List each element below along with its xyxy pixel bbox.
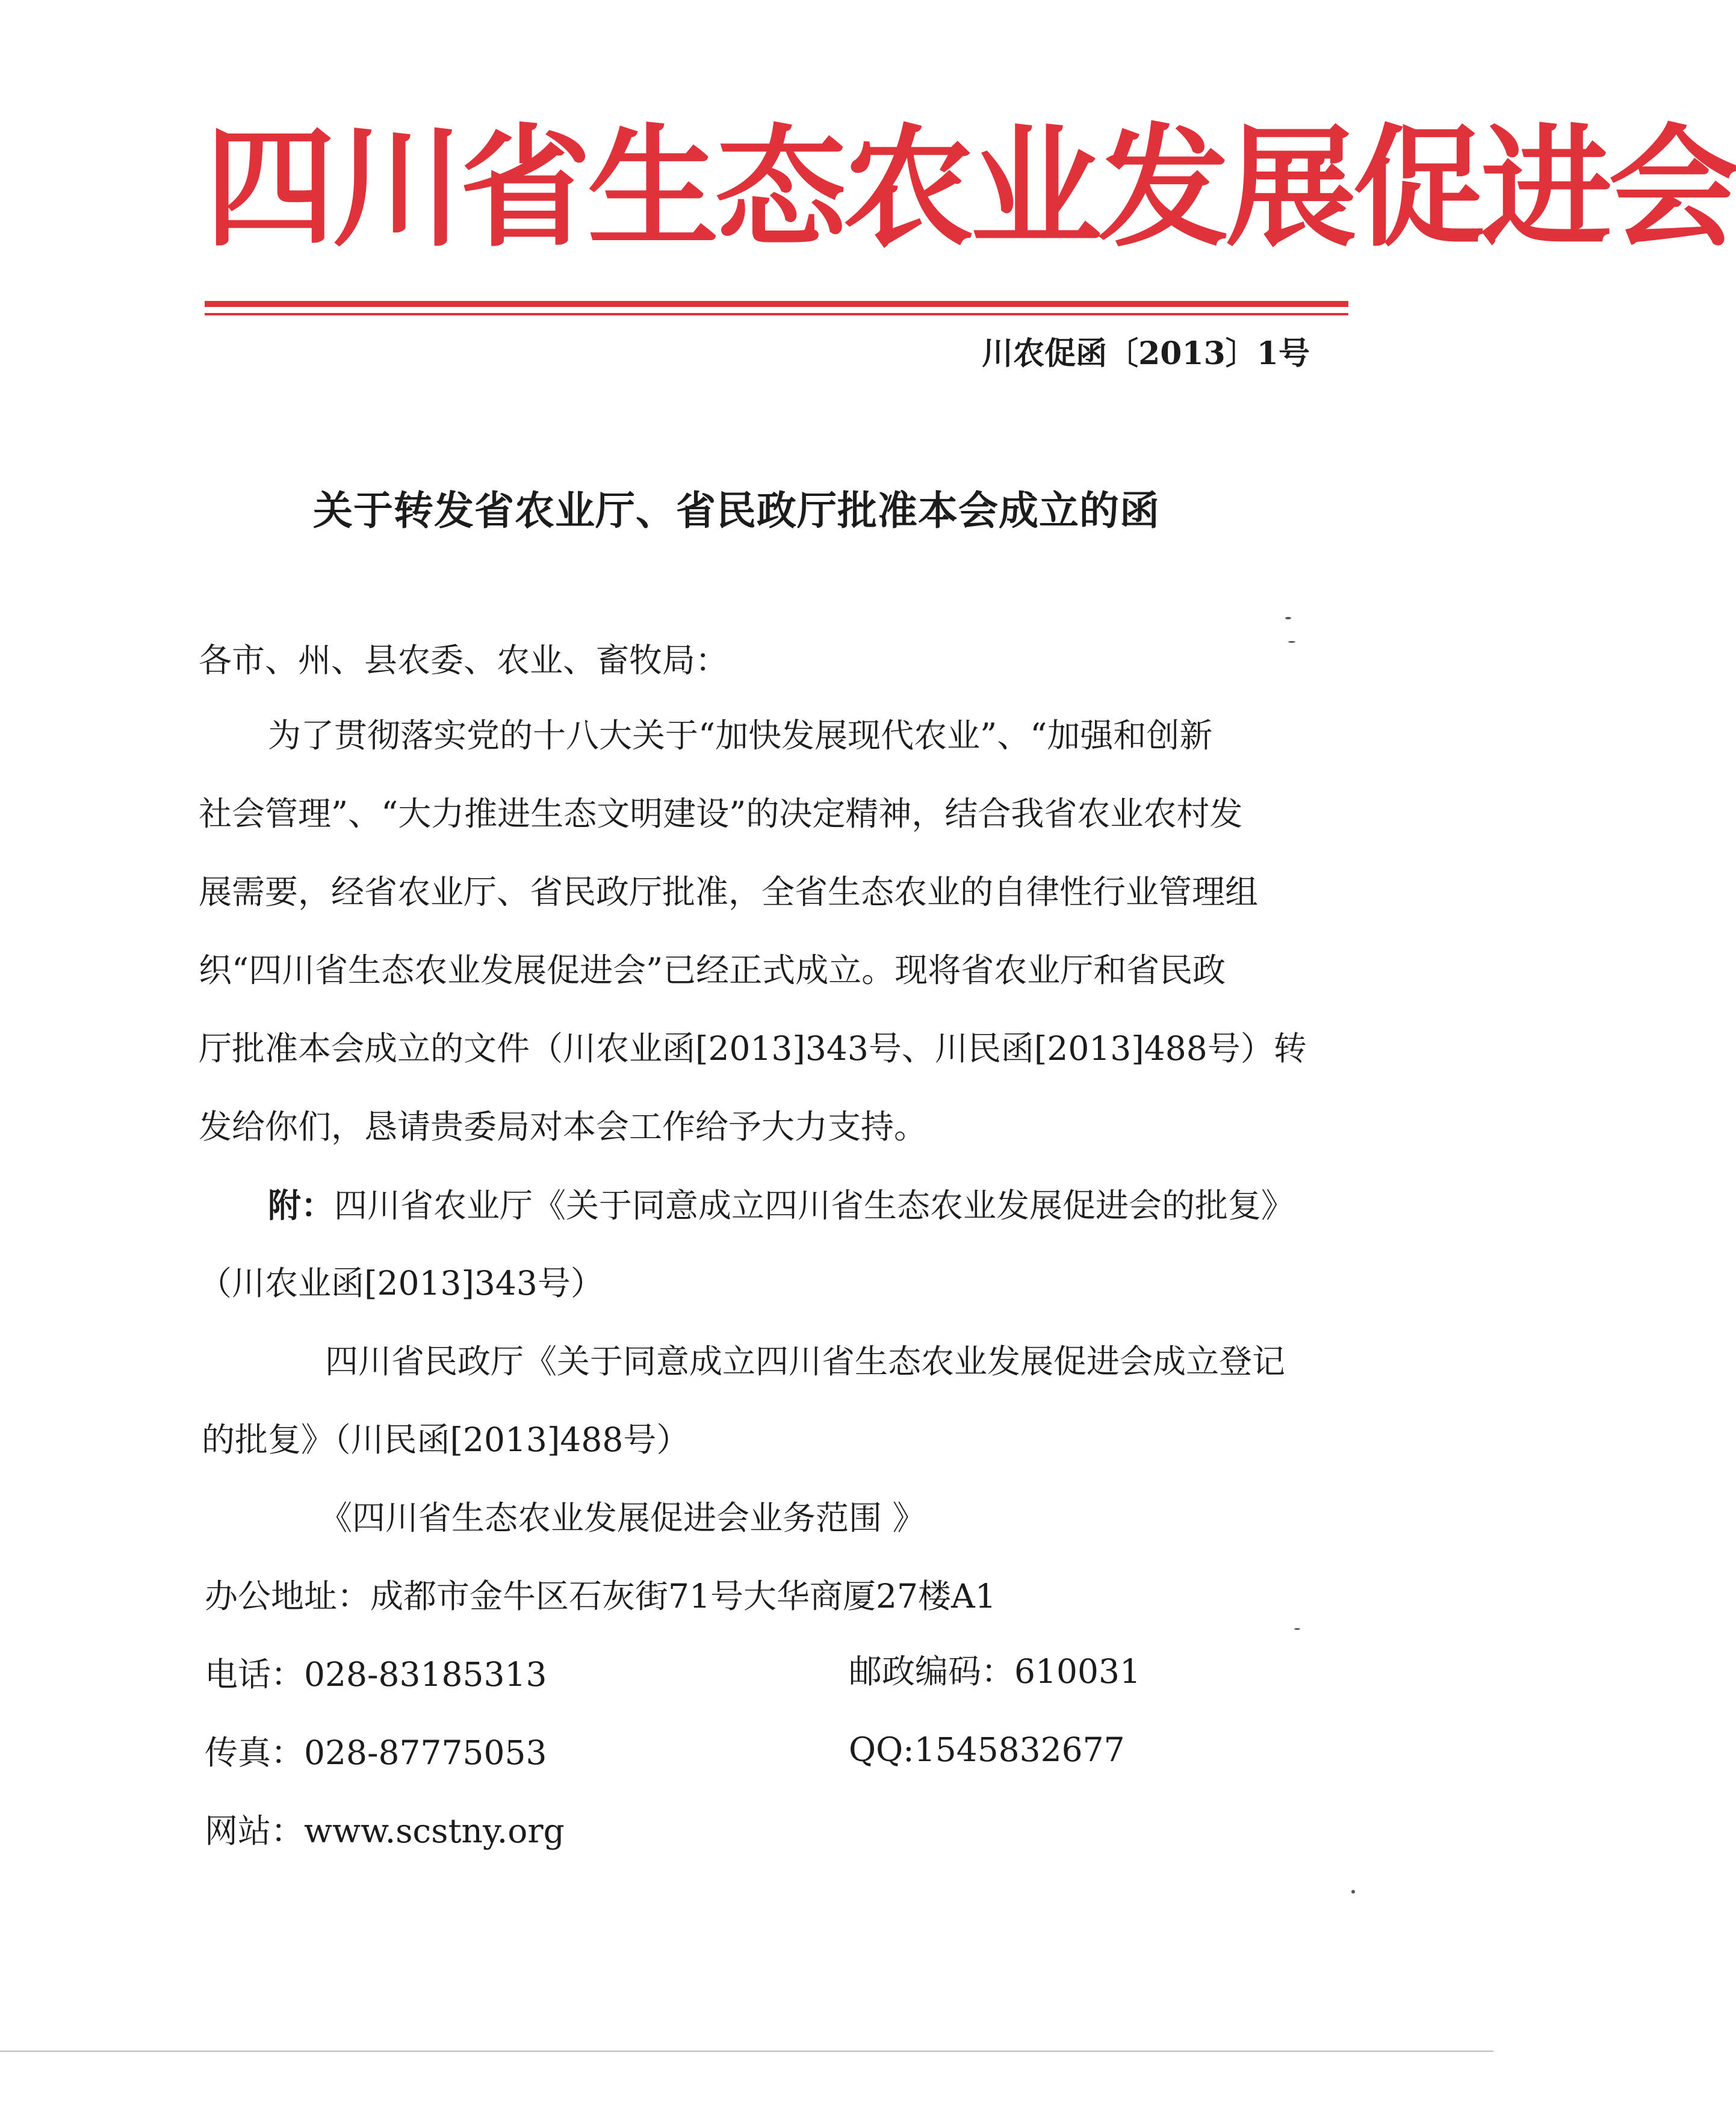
attachment-item-1-line-1: 四川省农业厅《关于同意成立四川省生态农业发展促进会的批复》 bbox=[334, 1186, 1295, 1225]
contact-fax: 传真：028-87775053 bbox=[205, 1733, 547, 1772]
attachment-label: 附： bbox=[268, 1186, 335, 1225]
attachment-item-2-line-1: 四川省民政厅《关于同意成立四川省生态农业发展促进会成立登记 bbox=[325, 1342, 1286, 1381]
body-line-3: 展需要，经省农业厅、省民政厅批准，全省生态农业的自律性行业管理组 bbox=[199, 873, 1259, 911]
body-line-2: 社会管理”、“大力推进生态文明建设”的决定精神，结合我省农业农村发 bbox=[199, 794, 1243, 833]
body-line-4: 织“四川省生态农业发展促进会”已经正式成立。现将省农业厅和省民政 bbox=[199, 951, 1226, 989]
contact-postcode: 邮政编码：610031 bbox=[849, 1652, 1141, 1691]
scan-speck bbox=[1285, 617, 1291, 619]
letter-title: 关于转发省农业厅、省民政厅批准本会成立的函 bbox=[313, 487, 1160, 534]
contact-qq: QQ:1545832677 bbox=[849, 1730, 1125, 1769]
salutation: 各市、州、县农委、农业、畜牧局： bbox=[199, 641, 729, 680]
body-line-5: 厅批准本会成立的文件（川农业函[2013]343号、川民函[2013]488号）转 bbox=[199, 1029, 1307, 1068]
attachment-item-3: 《四川省生态农业发展促进会业务范围 》 bbox=[319, 1499, 926, 1537]
attachment-item-1-line-2: （川农业函[2013]343号） bbox=[199, 1264, 604, 1302]
body-line-1: 为了贯彻落实党的十八大关于“加快发展现代农业”、“加强和创新 bbox=[268, 716, 1213, 755]
body-line-6: 发给你们，恳请贵委局对本会工作给予大力支持。 bbox=[199, 1107, 928, 1146]
document-number: 川农促函〔2013〕1号 bbox=[982, 335, 1310, 372]
contact-phone: 电话：028-83185313 bbox=[205, 1655, 547, 1694]
contact-address: 办公地址：成都市金牛区石灰街71号大华商厦27楼A1 bbox=[205, 1577, 996, 1615]
scan-speck bbox=[1294, 1628, 1300, 1630]
scan-edge-line bbox=[0, 2051, 1493, 2052]
attachment-item-1 bbox=[268, 1186, 1295, 1225]
contact-website: 网站：www.scstny.org bbox=[205, 1812, 565, 1850]
letterhead-org-name: 四川省生态农业发展促进会 bbox=[205, 113, 1736, 265]
scan-speck bbox=[1351, 1890, 1355, 1894]
attachment-item-2-line-2: 的批复》（川民函[2013]488号） bbox=[202, 1420, 690, 1459]
letterhead-rule-thin bbox=[205, 313, 1348, 315]
letterhead-rule-thick bbox=[205, 301, 1348, 307]
scan-speck bbox=[1288, 641, 1295, 643]
